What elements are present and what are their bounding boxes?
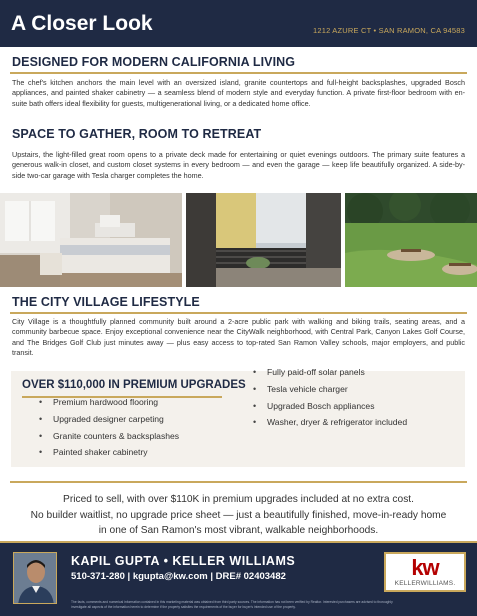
upgrade-item: • Premium hardwood flooring <box>39 394 179 411</box>
upgrade-item: • Upgraded designer carpeting <box>39 411 179 428</box>
section-divider <box>10 72 467 74</box>
agent-name: KAPIL GUPTA • KELLER WILLIAMS <box>71 554 296 568</box>
section-heading-gather-retreat: SPACE TO GATHER, ROOM TO RETREAT <box>12 127 262 141</box>
deck-photo <box>186 193 341 287</box>
upgrade-item: • Granite counters & backsplashes <box>39 428 179 445</box>
upgrade-item: • Painted shaker cabinetry <box>39 444 179 461</box>
footer-accent-line <box>0 541 477 543</box>
upgrades-list-left <box>39 394 179 461</box>
section-body-gather-retreat: Upstairs, the light-filled great room opens to a private deck made for entertaining or quiet evenings outdoors. The primary suite features a generous walk-in closet, and custom closet systems in every bedroom — and even the garage — keep life beautifully organized. A side-by-side two-car garage with Tesla charger completes the home. <box>12 150 465 180</box>
park-photo <box>345 193 477 287</box>
agent-contact: 510-371-280 | kgupta@kw.com | DRE# 02403482 <box>71 571 286 582</box>
closing-line: Priced to sell, with over $110K in premium upgrades included at no extra cost. <box>63 494 414 505</box>
upgrade-item: • Tesla vehicle charger <box>253 381 407 398</box>
upgrades-title: OVER $110,000 IN PREMIUM UPGRADES <box>22 379 246 391</box>
closing-line: No builder waitlist, no upgrade price sheet — just a beautifully finished, move-in-ready home <box>30 509 447 521</box>
keller-williams-logo <box>384 552 466 592</box>
agent-footer <box>0 541 477 616</box>
section-heading-city-village: THE CITY VILLAGE LIFESTYLE <box>12 295 200 309</box>
legal-disclaimer: The facts, comments and numerical information contained in this marketing material was obtained from third party sources. The information has not been verified by Realtor. Interested purchasers are advised to thoroughly investigate all aspects of the information herein to determine if the property satisfies the requirements of the buyer for buyer's intended use of the property. <box>71 600 393 609</box>
upgrades-list-right <box>253 364 407 431</box>
agent-headshot <box>13 552 57 604</box>
upgrade-item: • Fully paid-off solar panels <box>253 364 407 381</box>
bedroom-photo <box>0 193 182 287</box>
upgrade-item: • Upgraded Bosch appliances <box>253 398 407 415</box>
section-body-modern-living: The chef's kitchen anchors the main level with an oversized island, granite countertops and full-height backsplashes, upgraded Bosch appliances, and painted shaker cabinetry — a seamless blend of modern style and everyday function. A private first-floor bedroom with en-suite bath offers ideal flexibility for guests, multigenerational living, or a dedicated home office. <box>12 78 465 108</box>
kw-logo-letters: kw <box>411 555 439 580</box>
page-title: A Closer Look <box>11 12 153 35</box>
property-address: 1212 AZURE CT • SAN RAMON, CA 94583 <box>312 26 465 35</box>
upgrades-box <box>11 367 465 467</box>
closing-divider <box>10 481 467 483</box>
closing-line: in one of San Ramon's most vibrant, walkable neighborhoods. <box>98 525 379 536</box>
closing-statement <box>0 492 477 539</box>
section-divider <box>10 312 467 314</box>
kw-logo-wordmark: KELLERWILLIAMS. <box>394 580 456 587</box>
section-body-city-village: City Village is a thoughtfully planned community built around a 2-acre public park with walking and biking trails, seating areas, and a community barbecue space. Enjoy exceptional convenience near the CityWalk neighborhood, with Central Park, Canyon Lakes Golf Course, and The Bridges Golf Club just minutes away — plus easy access to top-rated San Ramon Valley schools, major employers, and public transit. <box>12 317 465 357</box>
section-heading-modern-living: DESIGNED FOR MODERN CALIFORNIA LIVING <box>12 55 296 69</box>
header-bar <box>0 0 477 47</box>
upgrade-item: • Washer, dryer & refrigerator included <box>253 414 407 431</box>
